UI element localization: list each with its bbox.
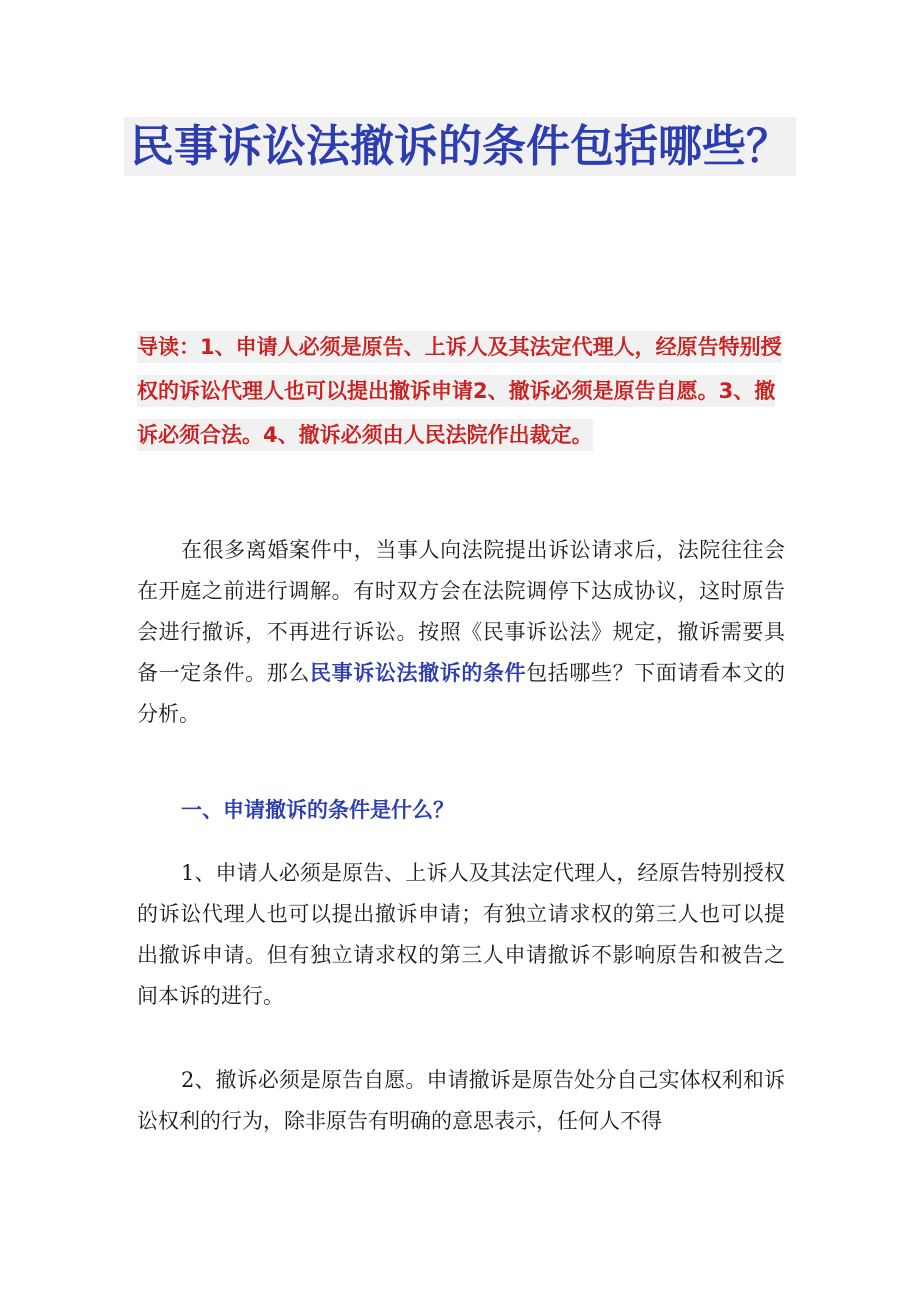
paragraph-intro-after: 包括哪些？下面请看本文的分析。 [137,661,786,726]
intro-text: 导读：1、申请人必须是原告、上诉人及其法定代理人，经原告特别授权的诉讼代理人也可以提出撤诉申请2、撤诉必须是原告自愿。3、撤诉必须合法。4、撤诉必须由人民法院作出裁定。 [137,331,782,451]
paragraph-condition-1: 1、申请人必须是原告、上诉人及其法定代理人，经原告特别授权的诉讼代理人也可以提出撤诉申请；有独立请求权的第三人也可以提出撤诉申请。但有独立请求权的第三人申请撤诉不影响原告和被告之间本诉的进行。 [137,861,785,1008]
paragraph-intro-before: 在很多离婚案件中，当事人向法院提出诉讼请求后，法院往往会在开庭之前进行调解。有时双方会在法院调停下达成协议，这时原告会进行撤诉，不再进行诉讼。按照《民事诉讼法》规定，撤诉需要具备一定条件。那么 [137,538,785,685]
keyword-link[interactable]: 民事诉讼法撤诉的条件 [309,661,527,685]
section-heading: 一、申请撤诉的条件是什么？ [181,798,454,822]
paragraph-condition-2: 2、撤诉必须是原告自愿。申请撤诉是原告处分自己实体权利和诉讼权利的行为，除非原告有明确的意思表示，任何人不得 [137,1068,785,1133]
document-title [120,112,800,182]
paragraph-intro [137,530,785,735]
intro-summary [137,325,787,457]
title-text: 民事诉讼法撤诉的条件包括哪些？ [124,117,796,176]
